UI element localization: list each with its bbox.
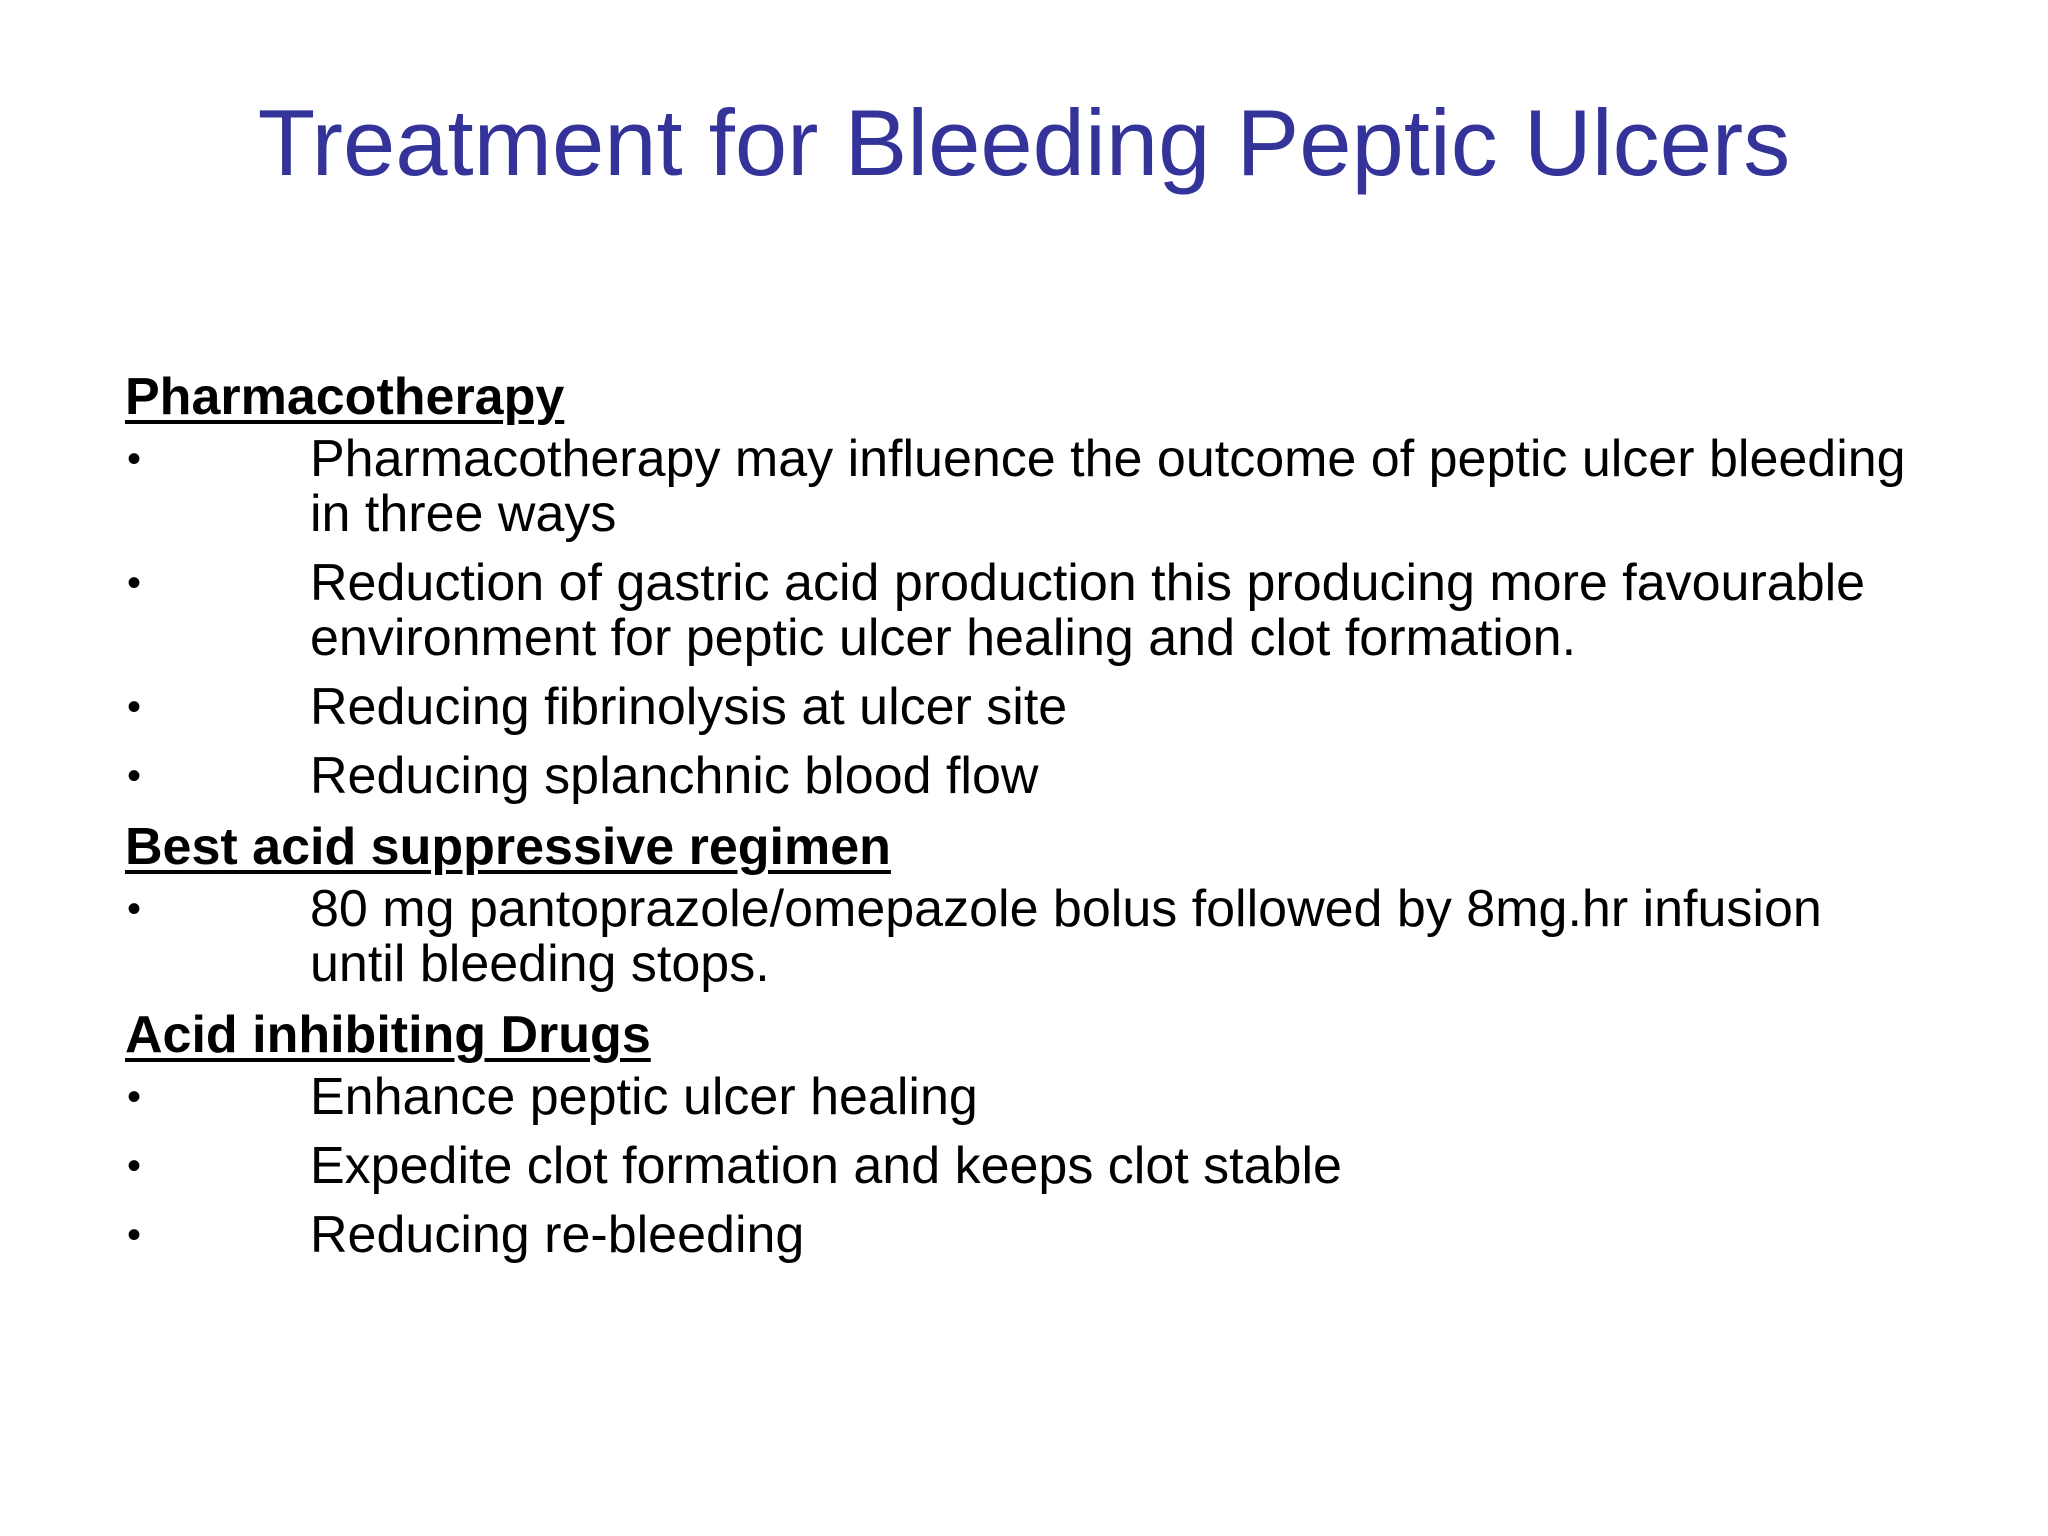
regimen-bullet-list [125, 882, 1925, 992]
bullet-text: Enhance peptic ulcer healing [310, 1068, 978, 1126]
bullet-icon: • [127, 437, 142, 481]
bullet-text: Reducing re-bleeding [310, 1206, 805, 1264]
section-heading-pharmacotherapy: Pharmacotherapy [125, 368, 565, 426]
slide-content [125, 368, 1925, 1277]
bullet-item [125, 556, 1925, 666]
bullet-text: Reducing splanchnic blood flow [310, 747, 1039, 805]
bullet-item [125, 749, 1925, 804]
bullet-text: Reduction of gastric acid production this producing more favourable environment for peptic ulcer healing and clot formation. [310, 554, 1866, 667]
bullet-text: 80 mg pantoprazole/omepazole bolus followed by 8mg.hr infusion until bleeding stops. [310, 880, 1822, 993]
bullet-icon: • [127, 685, 142, 729]
bullet-item [125, 1070, 1925, 1125]
bullet-item [125, 1139, 1925, 1194]
bullet-icon: • [127, 754, 142, 798]
bullet-icon: • [127, 1075, 142, 1119]
bullet-item [125, 432, 1925, 542]
bullet-item [125, 680, 1925, 735]
acid-inhibiting-drugs-bullet-list [125, 1070, 1925, 1263]
bullet-item [125, 882, 1925, 992]
bullet-item [125, 1208, 1925, 1263]
slide-title: Treatment for Bleeding Peptic Ulcers [257, 90, 1791, 195]
bullet-icon: • [127, 1144, 142, 1188]
section-heading-acid-inhibiting-drugs: Acid inhibiting Drugs [125, 1006, 651, 1064]
bullet-icon: • [127, 887, 142, 931]
bullet-icon: • [127, 1213, 142, 1257]
bullet-text: Reducing fibrinolysis at ulcer site [310, 678, 1068, 736]
bullet-icon: • [127, 561, 142, 605]
bullet-text: Pharmacotherapy may influence the outcome of peptic ulcer bleeding in three ways [310, 430, 1906, 543]
section-heading-best-acid-suppressive-regimen: Best acid suppressive regimen [125, 818, 891, 876]
pharmacotherapy-bullet-list [125, 432, 1925, 804]
bullet-text: Expedite clot formation and keeps clot stable [310, 1137, 1342, 1195]
